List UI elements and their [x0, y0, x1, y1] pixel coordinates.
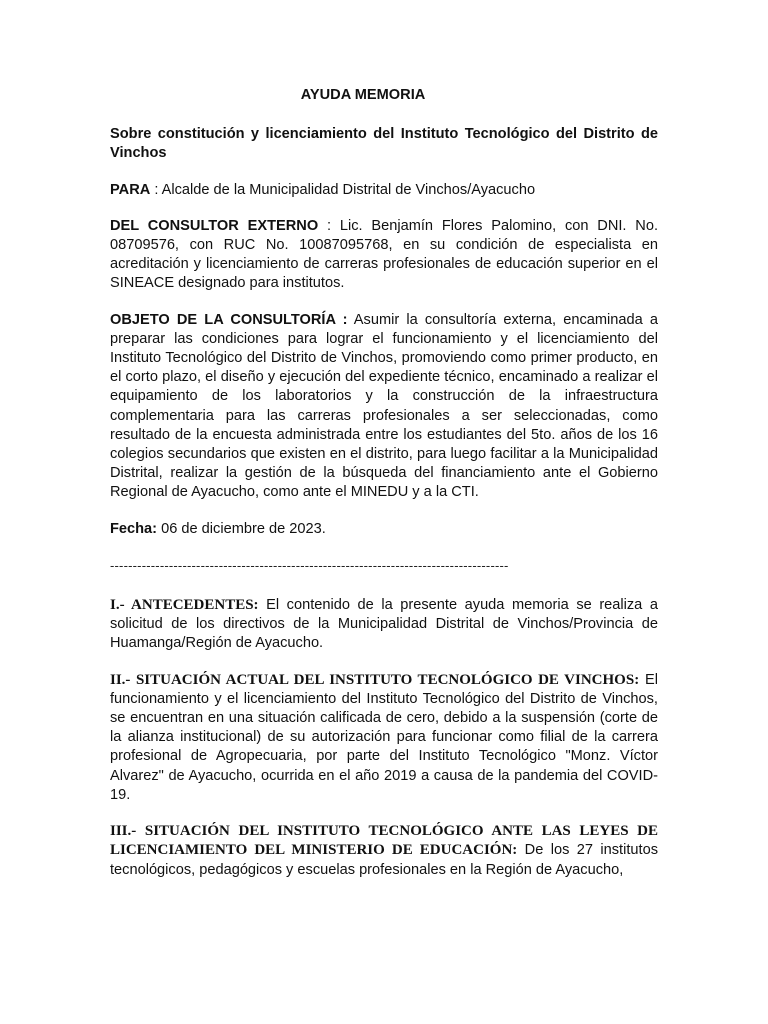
section-antecedentes: [110, 596, 658, 654]
para-value: Alcalde de la Municipalidad Distrital de Vinchos/Ayacucho: [161, 181, 536, 198]
dashed-divider: ----------------------------------------------------------------------------------------: [110, 557, 509, 573]
section-heading: I.- ANTECEDENTES:: [110, 597, 259, 614]
consultor-label: DEL CONSULTOR EXTERNO: [110, 217, 319, 234]
section-text: De los 27 institutos tecnológicos, pedagógicos y escuelas profesionales en la Región de Ayacucho,: [110, 842, 658, 878]
objeto-paragraph: [110, 311, 658, 503]
section-situacion-leyes: [110, 822, 658, 880]
para-label: PARA: [110, 181, 151, 198]
para-line: [110, 181, 658, 200]
consultor-text: : Lic. Benjamín Flores Palomino, con DNI. No. 08709576, con RUC No. 10087095768, en su condición de especialista en acreditación y licenciamiento de carreras profesionales de educación superior en el SINEACE designado para institutos.: [110, 217, 658, 292]
fecha-label: Fecha:: [110, 520, 158, 537]
section-text: El funcionamiento y el licenciamiento del Instituto Tecnológico del Distrito de Vinchos, se encuentran en una situación calificada de cero, debido a la suspensión (corte de la alianza institucional) de su autorización para funcionar como filial de la carrera profesional de Agropecuaria, por parte del Instituto Tecnológico "Monz. Víctor Alvarez" de Ayacucho, ocurrida en el año 2019 a causa de la pandemia del COVID-19.: [110, 671, 659, 803]
objeto-label: OBJETO DE LA CONSULTORÍA :: [110, 311, 348, 328]
section-text: El contenido de la presente ayuda memoria se realiza a solicitud de los directivos de la Municipalidad Distrital de Vinchos/Provincia de Huamanga/Región de Ayacucho.: [110, 597, 658, 652]
section-heading: II.- SITUACIÓN ACTUAL DEL INSTITUTO TECNOLÓGICO DE VINCHOS:: [110, 671, 640, 688]
section-heading: III.- SITUACIÓN DEL INSTITUTO TECNOLÓGICO ANTE LAS LEYES DE LICENCIAMIENTO DEL MINISTERIO DE EDUCACIÓN:: [110, 823, 658, 859]
para-separator: :: [150, 181, 162, 198]
document-title: AYUDA MEMORIA: [300, 87, 426, 103]
section-situacion-actual: [110, 671, 658, 805]
document-subject: Sobre constitución y licenciamiento del Instituto Tecnológico del Distrito de Vinchos: [110, 126, 658, 162]
fecha-value: 06 de diciembre de 2023.: [157, 520, 326, 537]
consultor-paragraph: [110, 217, 658, 294]
fecha-line: [110, 520, 658, 539]
objeto-text: Asumir la consultoría externa, encaminada a preparar las condiciones para lograr el funcionamiento y el licenciamiento del Instituto Tecnológico del Distrito de Vinchos, promoviendo como primer producto, en el corto plazo, el diseño y ejecución del expediente técnico, encaminado a realizar el equipamiento de los laboratorios y la construcción de la infraestructura complementaria para las carreras profesionales a ser seleccionadas, como resultado de la encuesta administrada entre los estudiantes del 5to. años de los 16 colegios secundarios que existen en el distrito, para luego facilitar a la Municipalidad Distrital, realizar la gestión de la búsqueda del financiamiento ante el Gobierno Regional de Ayacucho, como ante el MINEDU y a la CTI.: [110, 311, 658, 501]
document-page: [110, 86, 658, 897]
